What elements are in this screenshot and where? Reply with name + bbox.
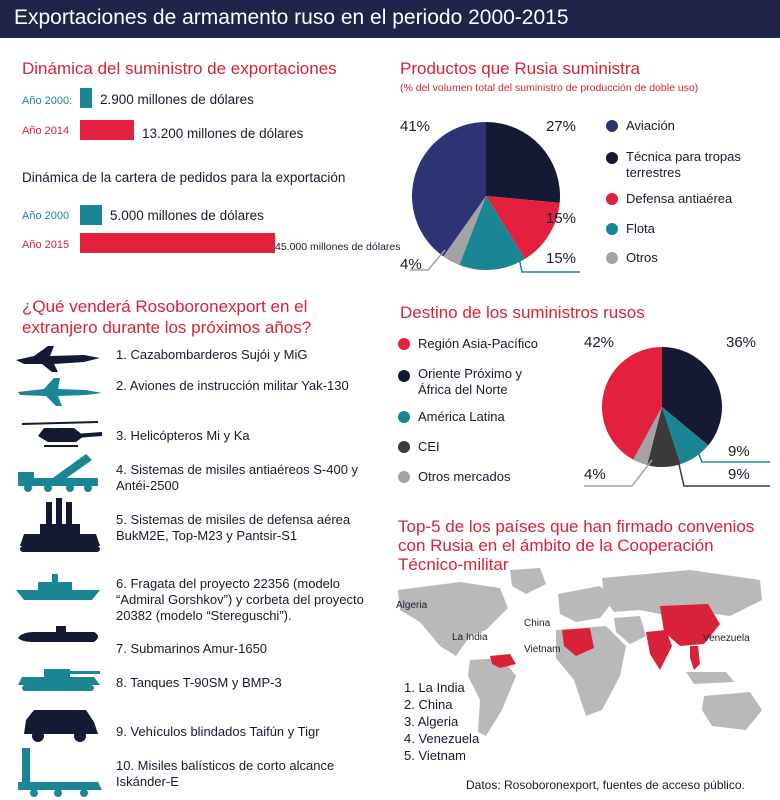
future-item-9: 9. Vehículos blindados Taifún y Tigr <box>116 724 320 739</box>
dyn-row-0-value: 2.900 millones de dólares <box>100 92 254 107</box>
legend-dot-latina <box>398 411 410 423</box>
top5-item-3: 3. Algeria <box>404 714 459 729</box>
page-title: Exportaciones de armamento ruso en el periodo 2000-2015 <box>14 6 569 29</box>
top5-item-2: 2. China <box>404 697 453 712</box>
orders-heading: Dinámica de la cartera de pedidos para la exportación <box>22 170 346 185</box>
orders-row-1-year: Año 2015 <box>22 239 70 251</box>
legend-dot-otros-mercados <box>398 471 410 483</box>
world-map <box>390 560 775 760</box>
legend-antiaerea: Defensa antiaérea <box>626 191 733 206</box>
products-pct-otros: 4% <box>400 256 422 273</box>
top5-heading-line2: con Rusia en el ámbito de la Cooperación <box>398 536 714 555</box>
orders-row-0-value: 5.000 millones de dólares <box>110 208 264 223</box>
map-label-vietnam: Vietnam <box>524 644 561 655</box>
submarine-icon <box>14 622 104 648</box>
top5-item-1: 1. La India <box>404 680 465 695</box>
legend-terrestres: Técnica para tropas terrestres <box>626 149 741 180</box>
map-label-algeria: Algeria <box>396 600 428 611</box>
map-label-india: La India <box>452 632 488 643</box>
dyn-bar-2014 <box>80 120 134 140</box>
dyn-row-1-year: Año 2014 <box>22 125 70 137</box>
ballistic-missile-icon <box>14 746 104 798</box>
future-item-8: 8. Tanques T-90SM y BMP-3 <box>116 675 282 690</box>
legend-oriente: Oriente Próximo y África del Norte <box>418 366 523 397</box>
legend-otros-mercados: Otros mercados <box>418 469 511 484</box>
future-item-4: 4. Sistemas de misiles antiaéreos S-400 y Antéi-2500 <box>116 462 359 493</box>
helicopter-icon <box>14 418 104 452</box>
dyn-bar-2000 <box>80 88 92 108</box>
india-shape <box>646 630 672 670</box>
top5-heading-line1: Top-5 de los países que han firmado convenios <box>398 517 755 536</box>
top5-item-4: 4. Venezuela <box>404 731 480 746</box>
products-pct-aviacion: 41% <box>400 118 431 135</box>
future-heading-line1: ¿Qué venderá Rosoboronexport en el <box>22 297 308 316</box>
legend-cei: CEI <box>418 439 440 454</box>
destinations-pct-oriente: 36% <box>726 334 757 351</box>
top5-heading-line3: Técnico-militar <box>398 555 509 574</box>
orders-bar-2015 <box>80 233 275 253</box>
legend-dot-aviacion <box>606 120 618 132</box>
legend-asia: Región Asia-Pacífico <box>418 336 538 351</box>
future-heading-line2: extranjero durante los próximos años? <box>22 318 312 337</box>
map-label-china: China <box>524 618 551 629</box>
destinations-heading: Destino de los suministros rusos <box>400 303 645 322</box>
legend-dot-terrestres <box>606 152 618 164</box>
products-subheading: (% del volumen total del suministro de producción de doble uso) <box>400 82 699 94</box>
legend-dot-oriente <box>398 370 410 382</box>
trainer-jet-icon <box>14 374 104 410</box>
dyn-row-0-year: Año 2000: <box>22 95 73 107</box>
dynamics-heading: Dinámica del suministro de exportaciones <box>22 59 337 78</box>
legend-flota: Flota <box>626 221 655 236</box>
products-heading: Productos que Rusia suministra <box>400 59 641 78</box>
products-pct-flota: 15% <box>546 250 577 267</box>
legend-dot-asia <box>398 338 410 350</box>
destinations-pct-asia: 42% <box>584 334 615 351</box>
map-label-venezuela: Venezuela <box>703 633 750 644</box>
orders-row-1-value: 45.000 millones de dólares <box>275 241 401 253</box>
tank-icon <box>14 663 104 693</box>
missile-launcher-icon <box>14 450 104 494</box>
legend-dot-otros <box>606 252 618 264</box>
armored-vehicle-icon <box>14 700 104 744</box>
orders-bar-2000 <box>80 205 102 225</box>
future-item-6: 6. Fragata del proyecto 22356 (modelo “Admiral Gorshkov”) y corbeta del proyecto 20382 (modelo “Stereguschi”). <box>116 576 364 623</box>
destinations-pct-cei: 9% <box>728 466 750 483</box>
dyn-row-1-value: 13.200 millones de dólares <box>142 126 304 141</box>
fighter-jet-icon <box>14 340 104 376</box>
vietnam-shape <box>690 646 700 670</box>
future-item-2: 2. Aviones de instrucción militar Yak-130 <box>116 378 349 393</box>
future-item-5: 5. Sistemas de misiles de defensa aérea BukM2E, Top-M23 y Pantsir-S1 <box>116 512 351 543</box>
products-pct-terrestres: 27% <box>546 118 577 135</box>
legend-otros: Otros <box>626 250 658 265</box>
legend-dot-flota <box>606 223 618 235</box>
destinations-pct-latina: 9% <box>728 443 750 460</box>
legend-dot-antiaerea <box>606 193 618 205</box>
legend-latina: América Latina <box>418 409 505 424</box>
air-defense-vehicle-icon <box>14 496 104 556</box>
frigate-icon <box>14 572 104 602</box>
legend-dot-cei <box>398 441 410 453</box>
future-item-10: 10. Misiles balísticos de corto alcance Iskánder-E <box>116 758 335 789</box>
destinations-pct-otros: 4% <box>584 466 606 483</box>
legend-aviacion: Aviación <box>626 118 675 133</box>
orders-row-0-year: Año 2000 <box>22 210 70 222</box>
future-item-1: 1. Cazabombarderos Sujói y MiG <box>116 347 308 362</box>
source-note: Datos: Rosoboronexport, fuentes de acceso público. <box>466 778 745 792</box>
future-item-3: 3. Helicópteros Mi y Ka <box>116 428 250 443</box>
top5-item-5: 5. Vietnam <box>404 748 466 763</box>
products-pct-antiaerea: 15% <box>546 210 577 227</box>
future-item-7: 7. Submarinos Amur-1650 <box>116 641 268 656</box>
